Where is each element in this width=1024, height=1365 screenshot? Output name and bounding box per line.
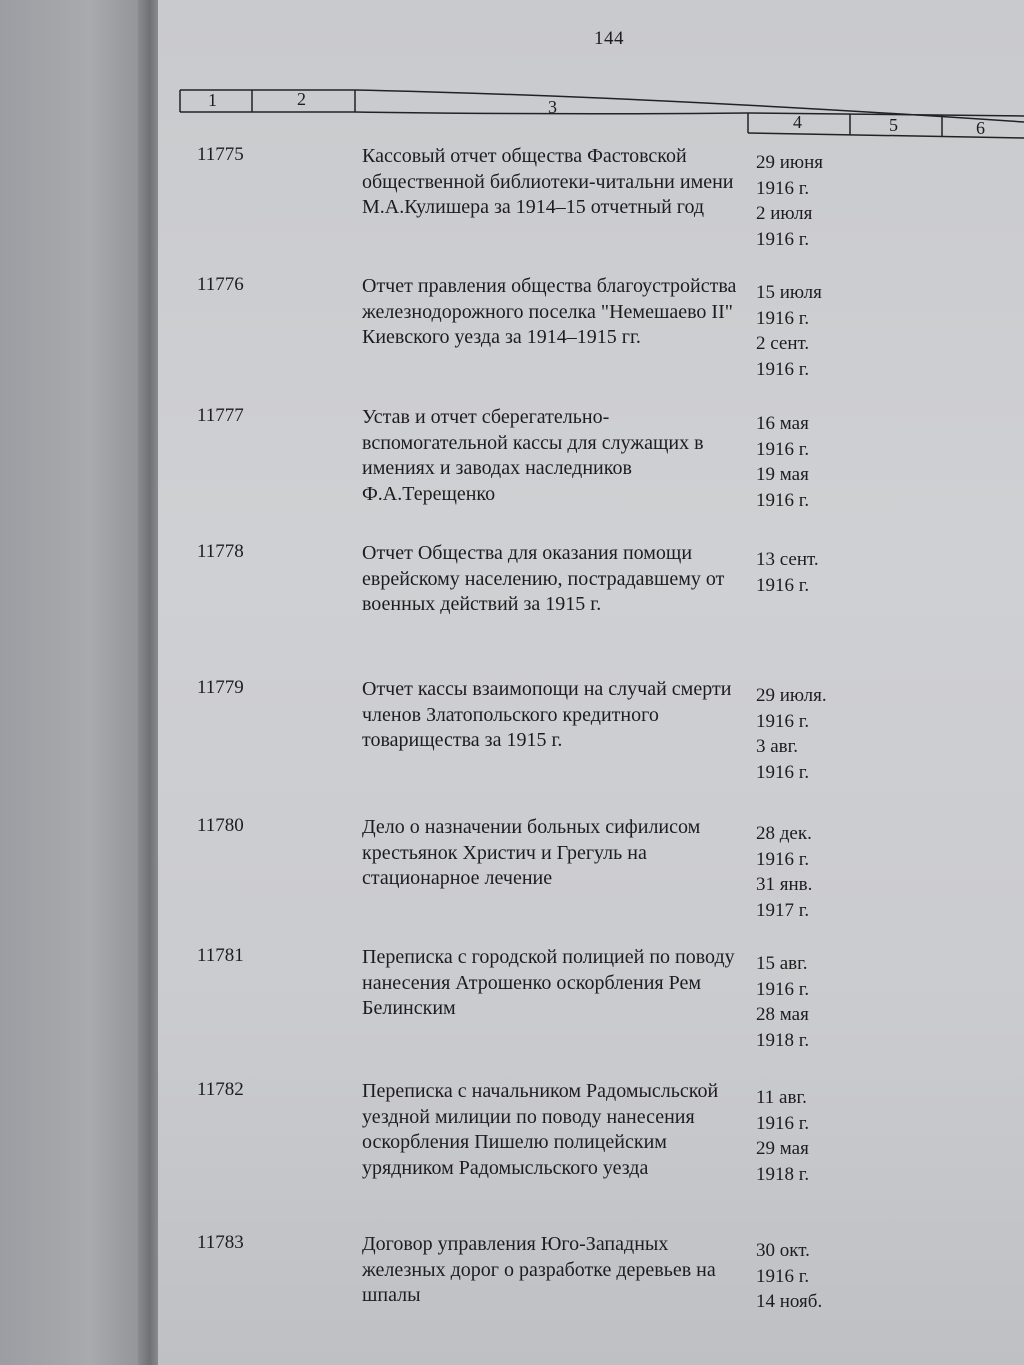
record-date: 1918 г. (756, 1029, 810, 1051)
column-header-2: 2 (297, 89, 306, 109)
record-date: 28 дек. (756, 823, 812, 844)
record-number: 11781 (197, 945, 244, 966)
facing-page (0, 0, 150, 1365)
record-date: 14 нояб. (756, 1291, 823, 1312)
record-date: 29 июля. (756, 685, 827, 706)
column-header-4: 4 (793, 112, 802, 132)
record-date: 1916 г. (756, 177, 810, 199)
record-description: Отчет правления общества благоустройства железнодорожного поселка "Немешаево II" Киевского уезда за 1914–1915 гг. (362, 275, 737, 348)
record-dates (756, 1085, 866, 1187)
record-number: 11778 (197, 541, 244, 562)
record-number: 11780 (197, 815, 244, 836)
table-header-rules (0, 0, 1024, 150)
record-date: 1916 г. (756, 228, 810, 250)
record-date: 15 авг. (756, 953, 808, 974)
record-date: 15 июля (756, 282, 822, 303)
record-date: 1917 г. (756, 899, 810, 921)
record-date: 29 мая (756, 1138, 809, 1159)
record-date: 1916 г. (756, 1112, 810, 1134)
record-date: 1916 г. (756, 1265, 810, 1287)
record-date: 11 авг. (756, 1087, 807, 1108)
record-date: 1916 г. (756, 358, 810, 380)
record-number: 11779 (197, 677, 244, 698)
record-dates (756, 150, 866, 252)
record-description: Отчет Общества для оказания помощи еврейскому населению, пострадавшему от военных действий за 1915 г. (362, 542, 725, 615)
record-description: Договор управления Юго-Западных железных дорог о разработке деревьев на шпалы (362, 1233, 716, 1306)
record-date: 29 июня (756, 152, 824, 173)
record-dates (756, 411, 866, 513)
record-dates (756, 821, 866, 923)
record-dates (756, 683, 866, 785)
record-number: 11777 (197, 405, 244, 426)
record-date: 30 окт. (756, 1240, 810, 1261)
column-header-1: 1 (208, 90, 217, 110)
record-number: 11776 (197, 274, 244, 295)
record-date: 13 сент. (756, 549, 819, 570)
record-description: Переписка с начальником Радомысльской уездной милиции по поводу нанесения оскорбления Пишелю полицейским урядником Радомысльского уезда (362, 1080, 719, 1179)
column-header-5: 5 (889, 115, 898, 135)
record-dates (756, 280, 866, 382)
record-date: 19 мая (756, 464, 809, 485)
record-number: 11782 (197, 1079, 244, 1100)
record-date: 1916 г. (756, 438, 810, 460)
record-date: 3 авг. (756, 736, 799, 757)
record-description: Устав и отчет сберегательно-вспомогательной кассы для служащих в имениях и заводах наследников Ф.А.Терещенко (362, 406, 704, 505)
record-date: 1916 г. (756, 848, 810, 870)
page-number: 144 (594, 28, 624, 49)
record-description: Кассовый отчет общества Фастовской общественной библиотеки-читальни имени М.А.Кулишера за 1914–15 отчетный год (362, 145, 734, 218)
record-dates (756, 1238, 866, 1315)
record-date: 31 янв. (756, 874, 813, 895)
record-dates (756, 547, 866, 598)
record-date: 1916 г. (756, 978, 810, 1000)
record-date: 1916 г. (756, 307, 810, 329)
column-header-6: 6 (976, 118, 985, 138)
record-date: 1916 г. (756, 489, 810, 511)
column-header-3: 3 (548, 97, 557, 117)
record-date: 2 сент. (756, 333, 810, 354)
record-dates (756, 951, 866, 1053)
record-date: 16 мая (756, 413, 809, 434)
record-number: 11783 (197, 1232, 244, 1253)
record-number: 11775 (197, 144, 244, 165)
record-description: Дело о назначении больных сифилисом крестьянок Христич и Грегуль на стационарное лечение (362, 816, 701, 889)
record-description: Переписка с городской полицией по поводу нанесения Атрошенко оскорбления Рем Белинским (362, 946, 735, 1019)
record-date: 2 июля (756, 203, 813, 224)
record-date: 1916 г. (756, 574, 810, 596)
record-date: 1916 г. (756, 710, 810, 732)
record-description: Отчет кассы взаимопощи на случай смерти членов Златопольского кредитного товарищества за 1915 г. (362, 678, 732, 751)
record-date: 28 мая (756, 1004, 809, 1025)
record-date: 1918 г. (756, 1163, 810, 1185)
record-date: 1916 г. (756, 761, 810, 783)
